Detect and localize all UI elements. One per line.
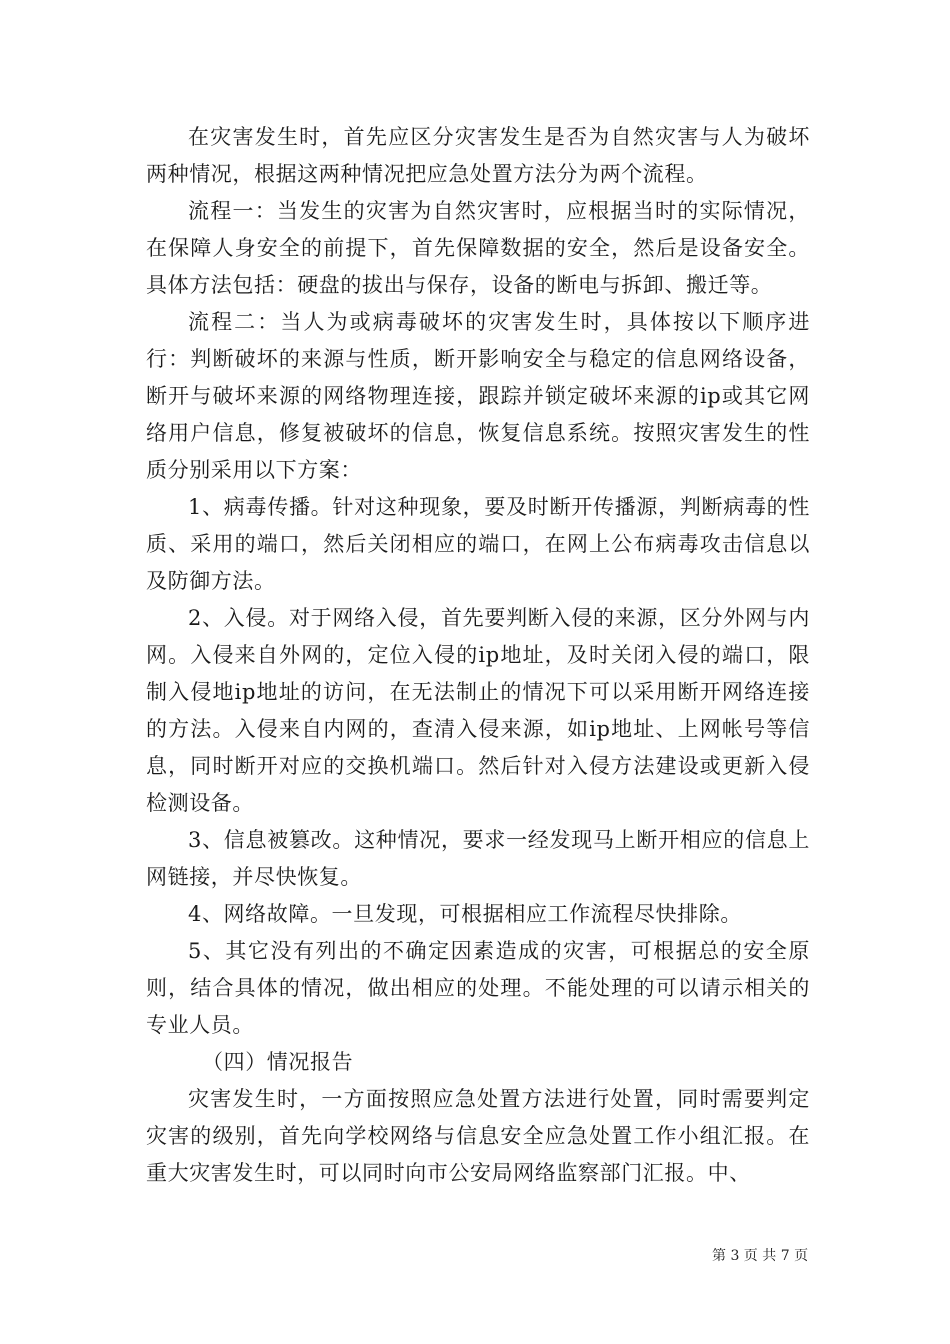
paragraph-tampering: 3、信息被篡改。这种情况，要求一经发现马上断开相应的信息上网链接，并尽快恢复。: [146, 828, 810, 889]
paragraph-process-two: 流程二：当人为或病毒破坏的灾害发生时，具体按以下顺序进行：判断破坏的来源与性质，断开影响安全与稳定的信息网络设备，断开与破坏来源的网络物理连接，跟踪并锁定破坏来源的ip或其它网络用户信息，修复被破坏的信息，恢复信息系统。按照灾害发生的性质分别采用以下方案：: [146, 310, 810, 482]
paragraph-process-one: 流程一：当发生的灾害为自然灾害时，应根据当时的实际情况，在保障人身安全的前提下，首先保障数据的安全，然后是设备安全。具体方法包括：硬盘的拔出与保存，设备的断电与拆卸、搬迁等。: [146, 199, 810, 297]
paragraph-other: 5、其它没有列出的不确定因素造成的灾害，可根据总的安全原则，结合具体的情况，做出相应的处理。不能处理的可以请示相关的专业人员。: [146, 939, 810, 1037]
paragraph-report: 灾害发生时，一方面按照应急处置方法进行处置，同时需要判定灾害的级别，首先向学校网络与信息安全应急处置工作小组汇报。在重大灾害发生时，可以同时向市公安局网络监察部门汇报。中、: [146, 1087, 810, 1185]
paragraph-intro: 在灾害发生时，首先应区分灾害发生是否为自然灾害与人为破坏两种情况，根据这两种情况把应急处置方法分为两个流程。: [146, 125, 810, 186]
paragraph-network-fault: 4、网络故障。一旦发现，可根据相应工作流程尽快排除。: [188, 902, 742, 926]
body-text: [146, 119, 810, 1192]
page-number-footer: 第 3 页 共 7 页: [712, 1248, 809, 1264]
paragraph-virus: 1、病毒传播。针对这种现象，要及时断开传播源，判断病毒的性质、采用的端口，然后关闭相应的端口，在网上公布病毒攻击信息以及防御方法。: [146, 495, 810, 593]
section-heading: （四）情况报告: [202, 1050, 354, 1074]
paragraph-intrusion: 2、入侵。对于网络入侵，首先要判断入侵的来源，区分外网与内网。入侵来自外网的，定位入侵的ip地址，及时关闭入侵的端口，限制入侵地ip地址的访问，在无法制止的情况下可以采用断开网络连接的方法。入侵来自内网的，查清入侵来源，如ip地址、上网帐号等信息，同时断开对应的交换机端口。然后针对入侵方法建设或更新入侵检测设备。: [146, 606, 810, 815]
